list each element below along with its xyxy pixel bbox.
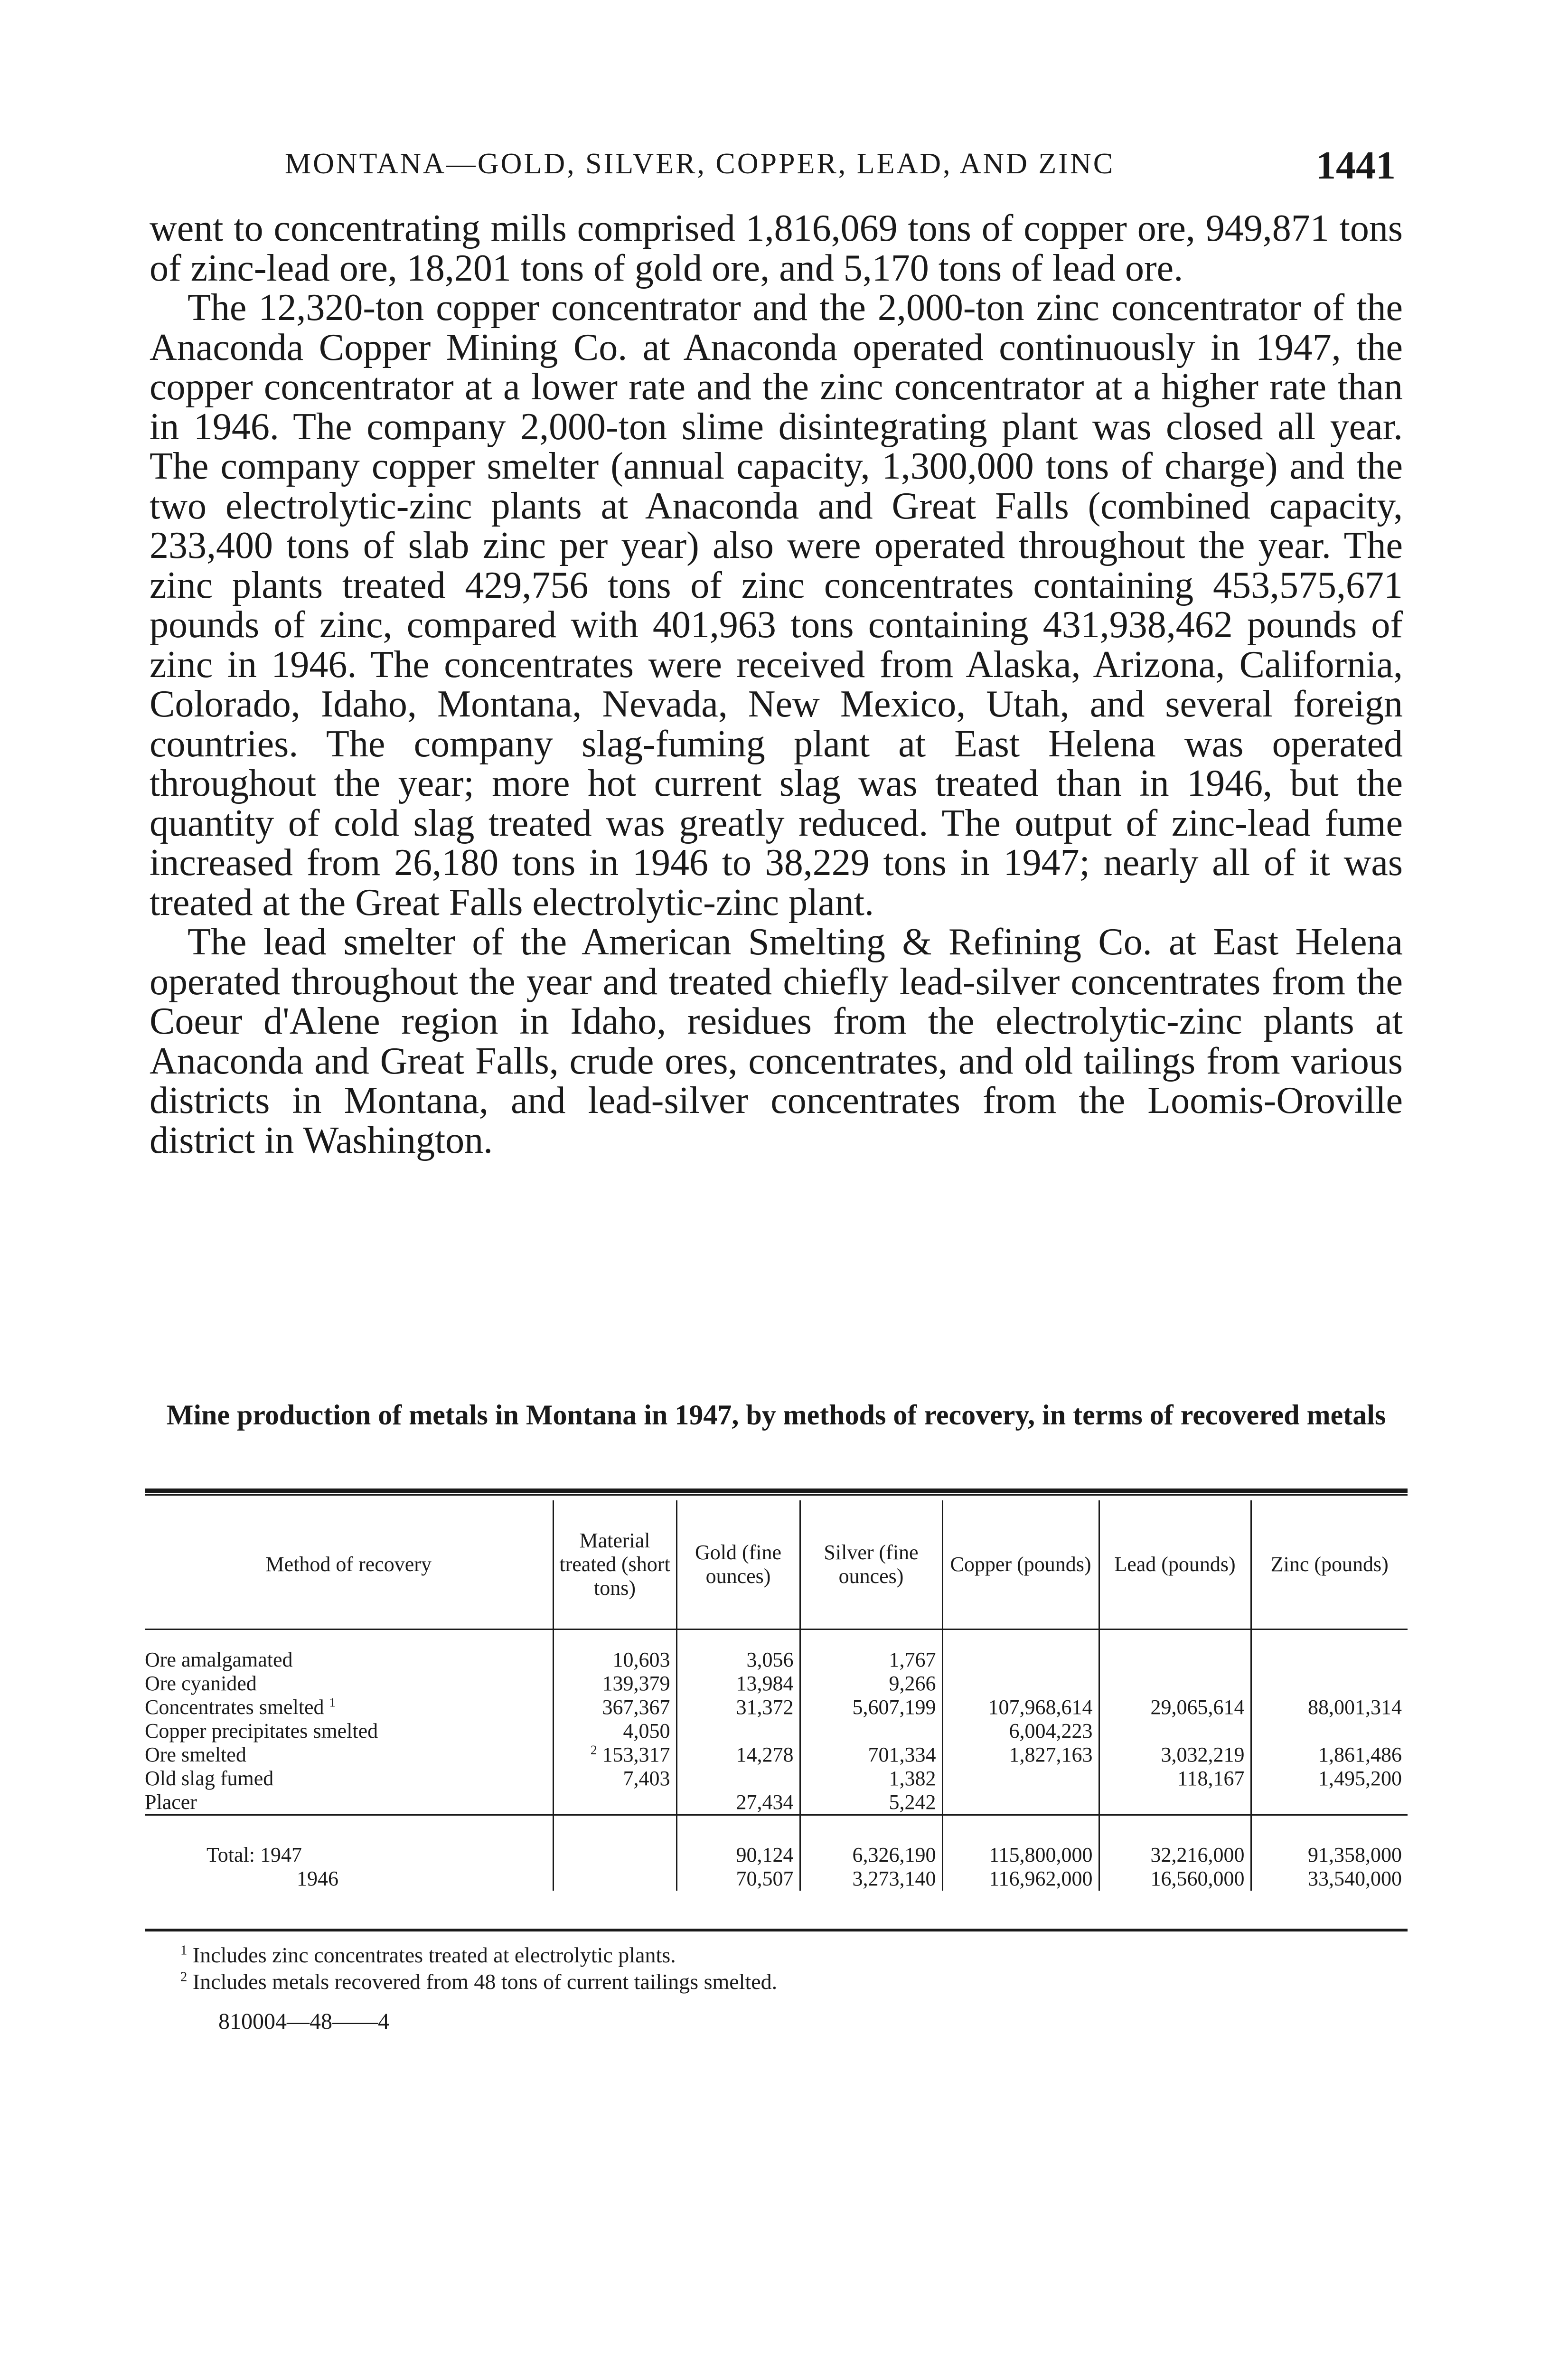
total-silver: 3,273,140 [800, 1867, 942, 1891]
header-zinc: Zinc (pounds) [1251, 1500, 1408, 1630]
cell-value: 13,984 [736, 1672, 794, 1695]
cell-method [145, 1672, 553, 1696]
cell-copper [942, 1648, 1099, 1672]
cell-value: 1,382 [889, 1767, 936, 1790]
cell-value: 701,334 [868, 1743, 936, 1766]
cell-silver [800, 1767, 942, 1790]
total-label: Total: 1947 [207, 1843, 302, 1866]
cell-method [145, 1743, 553, 1767]
cell-value: 1,827,163 [1009, 1743, 1093, 1766]
header-copper: Copper (pounds) [942, 1500, 1099, 1630]
cell-method [145, 1719, 553, 1743]
header-silver: Silver (fine ounces) [800, 1500, 942, 1630]
total-copper: 116,962,000 [942, 1867, 1099, 1891]
cell-copper [942, 1767, 1099, 1790]
running-head [152, 142, 1396, 195]
cell-value: 153,317 [602, 1743, 670, 1766]
cell-silver [800, 1696, 942, 1719]
cell-copper [942, 1696, 1099, 1719]
paragraph-east-helena: The lead smelter of the American Smelting & Refining Co. at East Helena operated throughout the year and treated chiefly lead-silver concentrates from the Coeur d'Alene region in Idaho, residues from the electrolytic-zinc plants at Anaconda and Great Falls, crude ores, concentrates, and old tailings from various districts in Montana, and lead-silver concentrates from the Loomis-Oroville district in Washington. [150, 921, 1403, 1161]
cell-zinc [1251, 1743, 1408, 1767]
header-material: Material treated (short tons) [553, 1500, 676, 1630]
production-table [145, 1500, 1408, 1891]
cell-material [553, 1672, 676, 1696]
cell-value: 6,004,223 [1009, 1719, 1093, 1743]
method-label: Copper precipitates smelted [145, 1719, 378, 1743]
table-caption: Mine production of metals in Montana in 1947, by methods of recovery, in terms of recovered metals [166, 1399, 1386, 1431]
cell-gold [676, 1790, 800, 1815]
total-label: 1946 [297, 1867, 338, 1890]
cell-value: 118,167 [1177, 1767, 1245, 1790]
cell-value: 7,403 [623, 1767, 670, 1790]
cell-copper [942, 1672, 1099, 1696]
cell-zinc [1251, 1696, 1408, 1719]
cell-material [553, 1767, 676, 1790]
cell-value: 1,861,486 [1318, 1743, 1402, 1766]
method-label: Ore cyanided [145, 1672, 257, 1695]
method-label: Concentrates smelted [145, 1696, 324, 1719]
cell-zinc [1251, 1672, 1408, 1696]
table-row [145, 1743, 1408, 1767]
total-copper: 115,800,000 [942, 1843, 1099, 1867]
cell-value: 1,495,200 [1318, 1767, 1402, 1790]
header-lead: Lead (pounds) [1099, 1500, 1251, 1630]
table-bottom-rule [145, 1929, 1408, 1931]
cell-silver [800, 1719, 942, 1743]
footnote-2 [180, 1969, 1367, 1995]
cell-method [145, 1790, 553, 1815]
cell-material [553, 1743, 676, 1767]
total-gold: 90,124 [676, 1843, 800, 1867]
print-code: 810004—48——4 [218, 2009, 389, 2034]
cell-value: 3,032,219 [1161, 1743, 1245, 1766]
cell-gold [676, 1648, 800, 1672]
cell-method [145, 1696, 553, 1719]
cell-silver [800, 1672, 942, 1696]
cell-gold [676, 1696, 800, 1719]
table-row [145, 1790, 1408, 1815]
cell-method [145, 1648, 553, 1672]
cell-value: 31,372 [736, 1696, 794, 1719]
footnote-1 [180, 1942, 1367, 1969]
cell-gold [676, 1672, 800, 1696]
cell-silver [800, 1648, 942, 1672]
cell-value: 139,379 [602, 1672, 670, 1695]
cell-material [553, 1719, 676, 1743]
cell-method [145, 1767, 553, 1790]
cell-material [553, 1696, 676, 1719]
cell-copper [942, 1719, 1099, 1743]
footnotes [180, 1942, 1367, 2035]
cell-zinc [1251, 1719, 1408, 1743]
method-label: Ore amalgamated [145, 1648, 293, 1671]
cell-value: 27,434 [736, 1790, 794, 1814]
cell-copper [942, 1743, 1099, 1767]
method-label: Ore smelted [145, 1743, 246, 1766]
cell-value: 367,367 [602, 1696, 670, 1719]
cell-lead [1099, 1790, 1251, 1815]
cell-value: 29,065,614 [1150, 1696, 1245, 1719]
cell-value: 88,001,314 [1308, 1696, 1402, 1719]
cell-value: 1,767 [889, 1648, 936, 1671]
total-material [553, 1867, 676, 1891]
cell-value: 5,607,199 [852, 1696, 936, 1719]
cell-value: 5,242 [889, 1790, 936, 1814]
cell-value: 10,603 [612, 1648, 670, 1671]
cell-material [553, 1648, 676, 1672]
cell-lead [1099, 1767, 1251, 1790]
total-row [145, 1867, 1408, 1891]
footnote-2-text: Includes metals recovered from 48 tons of current tailings smelted. [192, 1969, 778, 1994]
cell-value: 3,056 [746, 1648, 794, 1671]
footnote-ref: 2 [590, 1743, 597, 1757]
table-row [145, 1672, 1408, 1696]
cell-gold [676, 1767, 800, 1790]
cell-lead [1099, 1648, 1251, 1672]
table-header-row [145, 1500, 1408, 1630]
cell-silver [800, 1790, 942, 1815]
total-silver: 6,326,190 [800, 1843, 942, 1867]
cell-lead [1099, 1719, 1251, 1743]
footnote-1-text: Includes zinc concentrates treated at electrolytic plants. [192, 1943, 676, 1967]
table-row [145, 1696, 1408, 1719]
cell-lead [1099, 1672, 1251, 1696]
paragraph-anaconda: The 12,320-ton copper concentrator and the 2,000-ton zinc concentrator of the Anaconda Copper Mining Co. at Anaconda operated continuously in 1947, the copper concentrator at a lower rate and the zinc concentrator at a higher rate than in 1946. The company 2,000-ton slime disintegrating plant was closed all year. The company copper smelter (annual capacity, 1,300,000 tons of charge) and the two electrolytic-zinc plants at Anaconda and Great Falls (combined capacity, 233,400 tons of slab zinc per year) also were operated throughout the year. The zinc plants treated 429,756 tons of zinc concentrates containing 453,575,671 pounds of zinc, compared with 401,963 tons containing 431,938,462 pounds of zinc in 1946. The concentrates were received from Alaska, Arizona, California, Colorado, Idaho, Montana, Nevada, New Mexico, Utah, and several foreign countries. The company slag-fuming plant at East Helena was operated throughout the year; more hot current slag was treated than in 1946, but the quantity of cold slag treated was greatly reduced. The output of zinc-lead fume increased from 26,180 tons in 1946 to 38,229 tons in 1947; nearly all of it was treated at the Great Falls electrolytic-zinc plant. [150, 287, 1403, 923]
cell-value: 9,266 [889, 1672, 936, 1695]
body-text [150, 209, 1403, 1160]
cell-lead [1099, 1743, 1251, 1767]
header-gold: Gold (fine ounces) [676, 1500, 800, 1630]
table-row [145, 1719, 1408, 1743]
table-row [145, 1648, 1408, 1672]
table-top-rule-thin [145, 1494, 1408, 1496]
running-head-title: MONTANA—GOLD, SILVER, COPPER, LEAD, AND ZINC [285, 148, 1115, 180]
cell-gold [676, 1719, 800, 1743]
footnote-1-mark: 1 [180, 1943, 188, 1958]
cell-zinc [1251, 1767, 1408, 1790]
total-lead: 16,560,000 [1099, 1867, 1251, 1891]
cell-gold [676, 1743, 800, 1767]
cell-zinc [1251, 1648, 1408, 1672]
total-zinc: 33,540,000 [1251, 1867, 1408, 1891]
total-row [145, 1843, 1408, 1867]
cell-value: 14,278 [736, 1743, 794, 1766]
total-material [553, 1843, 676, 1867]
method-label: Placer [145, 1790, 197, 1814]
table-row [145, 1767, 1408, 1790]
paragraph-continued: went to concentrating mills comprised 1,816,069 tons of copper ore, 949,871 tons of zinc-lead ore, 18,201 tons of gold ore, and 5,170 tons of lead ore. [150, 207, 1403, 289]
cell-value: 4,050 [623, 1719, 670, 1743]
total-zinc: 91,358,000 [1251, 1843, 1408, 1867]
total-gold: 70,507 [676, 1867, 800, 1891]
cell-silver [800, 1743, 942, 1767]
cell-copper [942, 1790, 1099, 1815]
cell-zinc [1251, 1790, 1408, 1815]
footnote-ref: 1 [329, 1695, 336, 1710]
footnote-2-mark: 2 [180, 1969, 188, 1985]
table-top-rule [145, 1488, 1408, 1493]
cell-material [553, 1790, 676, 1815]
header-method: Method of recovery [145, 1500, 553, 1630]
cell-lead [1099, 1696, 1251, 1719]
table-body [145, 1630, 1408, 1891]
page-number: 1441 [1316, 143, 1396, 188]
cell-value: 107,968,614 [988, 1696, 1093, 1719]
method-label: Old slag fumed [145, 1767, 274, 1790]
total-lead: 32,216,000 [1099, 1843, 1251, 1867]
